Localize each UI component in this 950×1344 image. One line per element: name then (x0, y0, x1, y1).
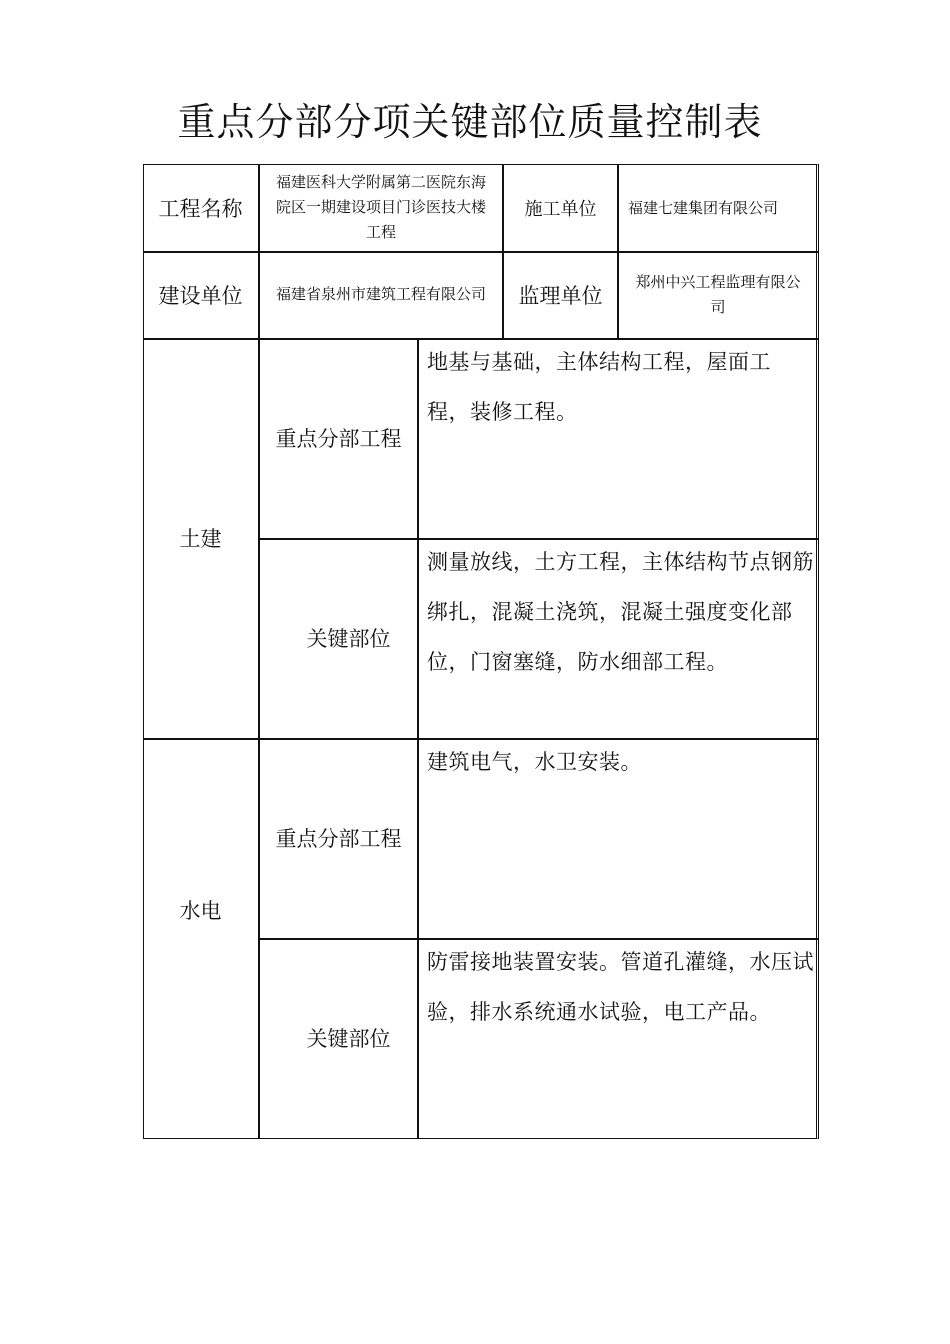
supervisor-value: 郑州中兴工程监理有限公司 (635, 272, 801, 316)
project-name-value: 福建医科大学附属第二医院东海院区一期建设项目门诊医技大楼工程 (275, 173, 486, 241)
civil-key-part-label: 关键部位 (306, 627, 391, 651)
mep-key-part-text: 防雷接地装置安装。管道孔灌缝，水压试验，排水系统通水试验，电工产品。 (427, 950, 814, 1024)
contractor-value: 福建七建集团有限公司 (628, 199, 779, 217)
supervisor-label: 监理单位 (518, 283, 603, 308)
section-civil-label: 土建 (179, 527, 222, 551)
mep-key-work-label: 重点分部工程 (275, 827, 402, 851)
owner-label: 建设单位 (158, 283, 243, 308)
civil-key-part-text: 测量放线，土方工程，主体结构节点钢筋绑扎，混凝土浇筑，混凝土强度变化部位，门窗塞缝，防水细部工程。 (427, 550, 814, 674)
mep-key-part-label: 关键部位 (306, 1027, 391, 1051)
mep-key-work-text: 建筑电气，水卫安装。 (427, 750, 642, 774)
contractor-label: 施工单位 (524, 198, 597, 220)
civil-key-work-label: 重点分部工程 (275, 427, 402, 451)
page-title: 重点分部分项关键部位质量控制表 (177, 100, 763, 144)
civil-key-work-text: 地基与基础，主体结构工程，屋面工程，装修工程。 (427, 350, 771, 424)
project-name-label: 工程名称 (158, 196, 243, 221)
owner-value: 福建省泉州市建筑工程有限公司 (275, 285, 486, 303)
section-mep-label: 水电 (179, 899, 222, 923)
